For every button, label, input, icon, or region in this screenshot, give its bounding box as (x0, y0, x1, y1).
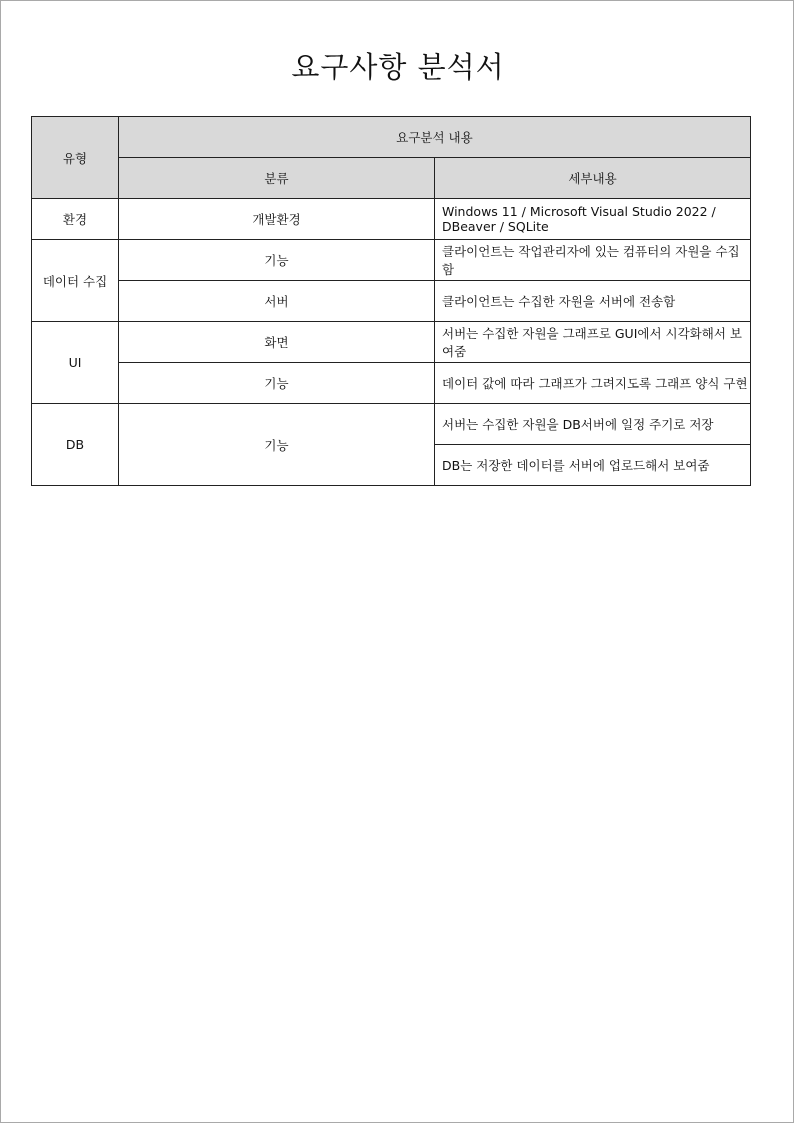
header-category: 분류 (119, 158, 435, 199)
detail-cell: Windows 11 / Microsoft Visual Studio 2022 / DBeaver / SQLite (435, 199, 751, 240)
detail-cell: 데이터 값에 따라 그래프가 그려지도록 그래프 양식 구현 (435, 363, 751, 404)
table-header (32, 117, 751, 199)
table-row (32, 404, 751, 445)
type-cell: 환경 (32, 199, 119, 240)
document-title: 요구사항 분석서 (291, 50, 505, 84)
table-row (32, 322, 751, 363)
detail-cell: 클라이언트는 작업관리자에 있는 컴퓨터의 자원을 수집함 (435, 240, 751, 281)
type-cell: 데이터 수집 (32, 240, 119, 322)
header-row (32, 117, 751, 158)
detail-cell: 서버는 수집한 자원을 그래프로 GUI에서 시각화해서 보여줌 (435, 322, 751, 363)
type-cell: UI (32, 322, 119, 404)
category-cell: 기능 (119, 404, 435, 486)
header-analysis: 요구분석 내용 (119, 117, 751, 158)
subheader-row (32, 158, 751, 199)
requirements-table (31, 116, 751, 486)
header-detail: 세부내용 (435, 158, 751, 199)
category-cell: 서버 (119, 281, 435, 322)
detail-cell: 서버는 수집한 자원을 DB서버에 일정 주기로 저장 (435, 404, 751, 445)
header-type: 유형 (32, 117, 119, 199)
table-row (32, 363, 751, 404)
detail-cell: 클라이언트는 수집한 자원을 서버에 전송함 (435, 281, 751, 322)
detail-cell: DB는 저장한 데이터를 서버에 업로드해서 보여줌 (435, 445, 751, 486)
table-row (32, 199, 751, 240)
table-row (32, 240, 751, 281)
table-body (32, 199, 751, 486)
type-cell: DB (32, 404, 119, 486)
category-cell: 개발환경 (119, 199, 435, 240)
category-cell: 기능 (119, 240, 435, 281)
table-row (32, 281, 751, 322)
category-cell: 화면 (119, 322, 435, 363)
category-cell: 기능 (119, 363, 435, 404)
